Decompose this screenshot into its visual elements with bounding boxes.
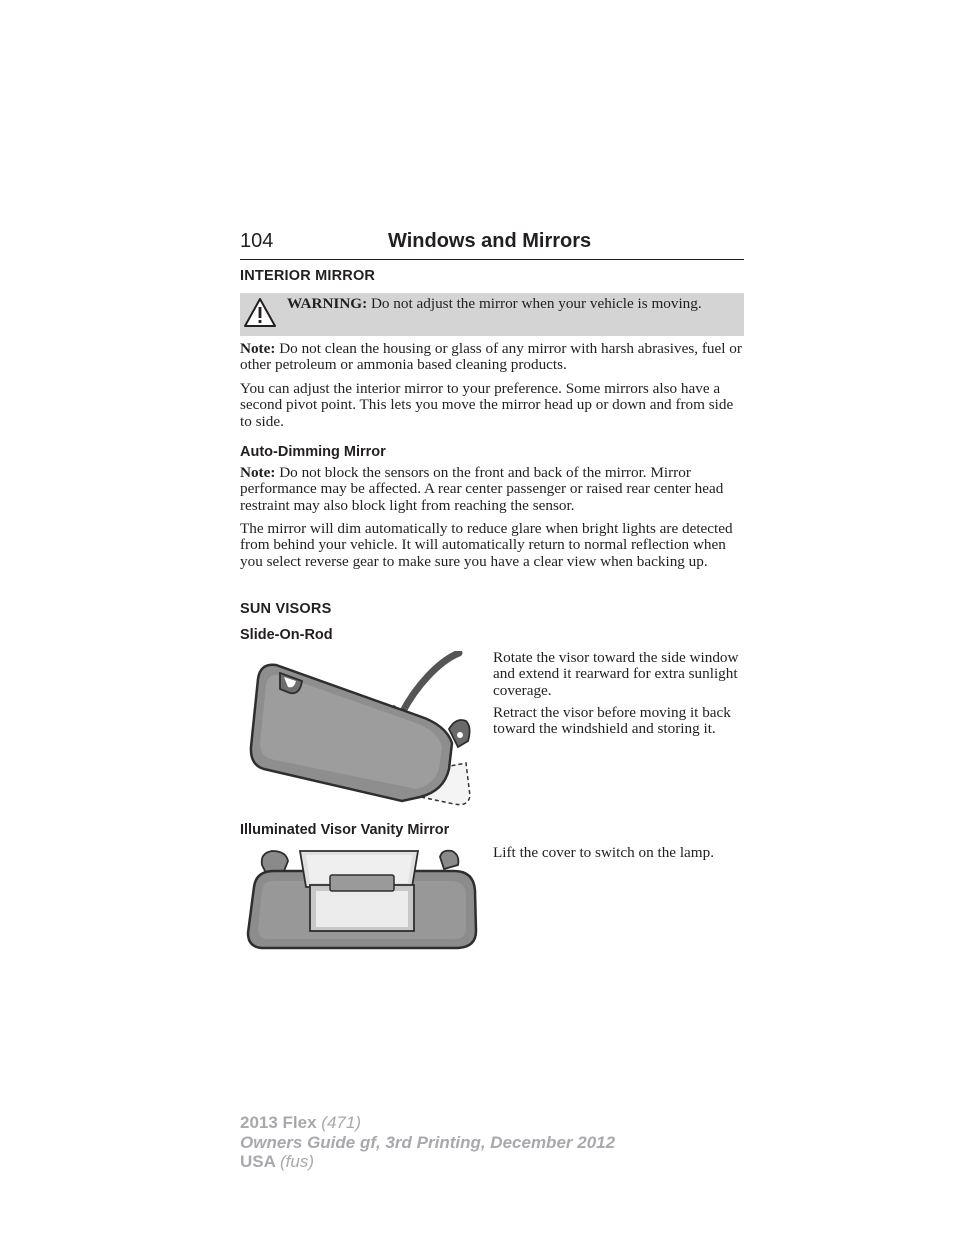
warning-label: WARNING: (287, 295, 368, 312)
slide-on-rod-paragraph-1: Rotate the visor toward the side window and extend it rearward for extra sunlight coverage. (493, 649, 739, 699)
note-text: Do not clean the housing or glass of any mirror with harsh abrasives, fuel or other petroleum or ammonia based cleaning products. (240, 340, 742, 374)
page-header (240, 228, 744, 260)
footer-market-code: (fus) (280, 1152, 314, 1171)
footer-model: 2013 Flex (240, 1113, 317, 1132)
vanity-mirror-paragraph: Lift the cover to switch on the lamp. (493, 844, 715, 861)
warning-message: Do not adjust the mirror when your vehicle is moving. (370, 295, 702, 312)
auto-dimming-paragraph: The mirror will dim automatically to reduce glare when bright lights are detected from behind your vehicle. It will automatically return to normal reflection when you select reverse gear to make sure you have a clear view when backing up. (240, 520, 733, 570)
note-label: Note: (240, 464, 276, 481)
note-paragraph (240, 341, 744, 374)
footer-market: USA (240, 1152, 276, 1171)
warning-box (240, 293, 744, 336)
page-title: Windows and Mirrors (388, 230, 592, 252)
subheading-auto-dimming: Auto-Dimming Mirror (240, 444, 386, 460)
warning-triangle-icon (243, 297, 277, 329)
warning-text (287, 296, 727, 312)
footer-model-code: (471) (321, 1113, 361, 1132)
page-number: 104 (240, 230, 274, 252)
footer-line-1 (240, 1113, 615, 1133)
page-footer (240, 1113, 615, 1172)
section-heading-sun-visors: SUN VISORS (240, 601, 332, 617)
section-heading-interior-mirror: INTERIOR MIRROR (240, 268, 376, 284)
slide-on-rod-visor-illustration (244, 651, 480, 811)
auto-dimming-note (240, 465, 744, 514)
interior-mirror-paragraph: You can adjust the interior mirror to your preference. Some mirrors also have a second pivot point. This lets you move the mirror head up or down and from side to side. (240, 380, 734, 430)
footer-line-3 (240, 1152, 615, 1172)
slide-on-rod-paragraph-2: Retract the visor before moving it back toward the windshield and storing it. (493, 704, 731, 738)
subheading-vanity-mirror: Illuminated Visor Vanity Mirror (240, 822, 450, 838)
footer-guide: Owners Guide gf, 3rd Printing, December 2012 (240, 1132, 616, 1152)
note-label: Note: (240, 340, 276, 357)
note-text: Do not block the sensors on the front and back of the mirror. Mirror performance may be affected. A rear center passenger or raised rear center head restraint may also block light from reaching the sensor. (240, 464, 724, 514)
vanity-mirror-visor-illustration (244, 847, 480, 953)
subheading-slide-on-rod: Slide-On-Rod (240, 627, 333, 643)
